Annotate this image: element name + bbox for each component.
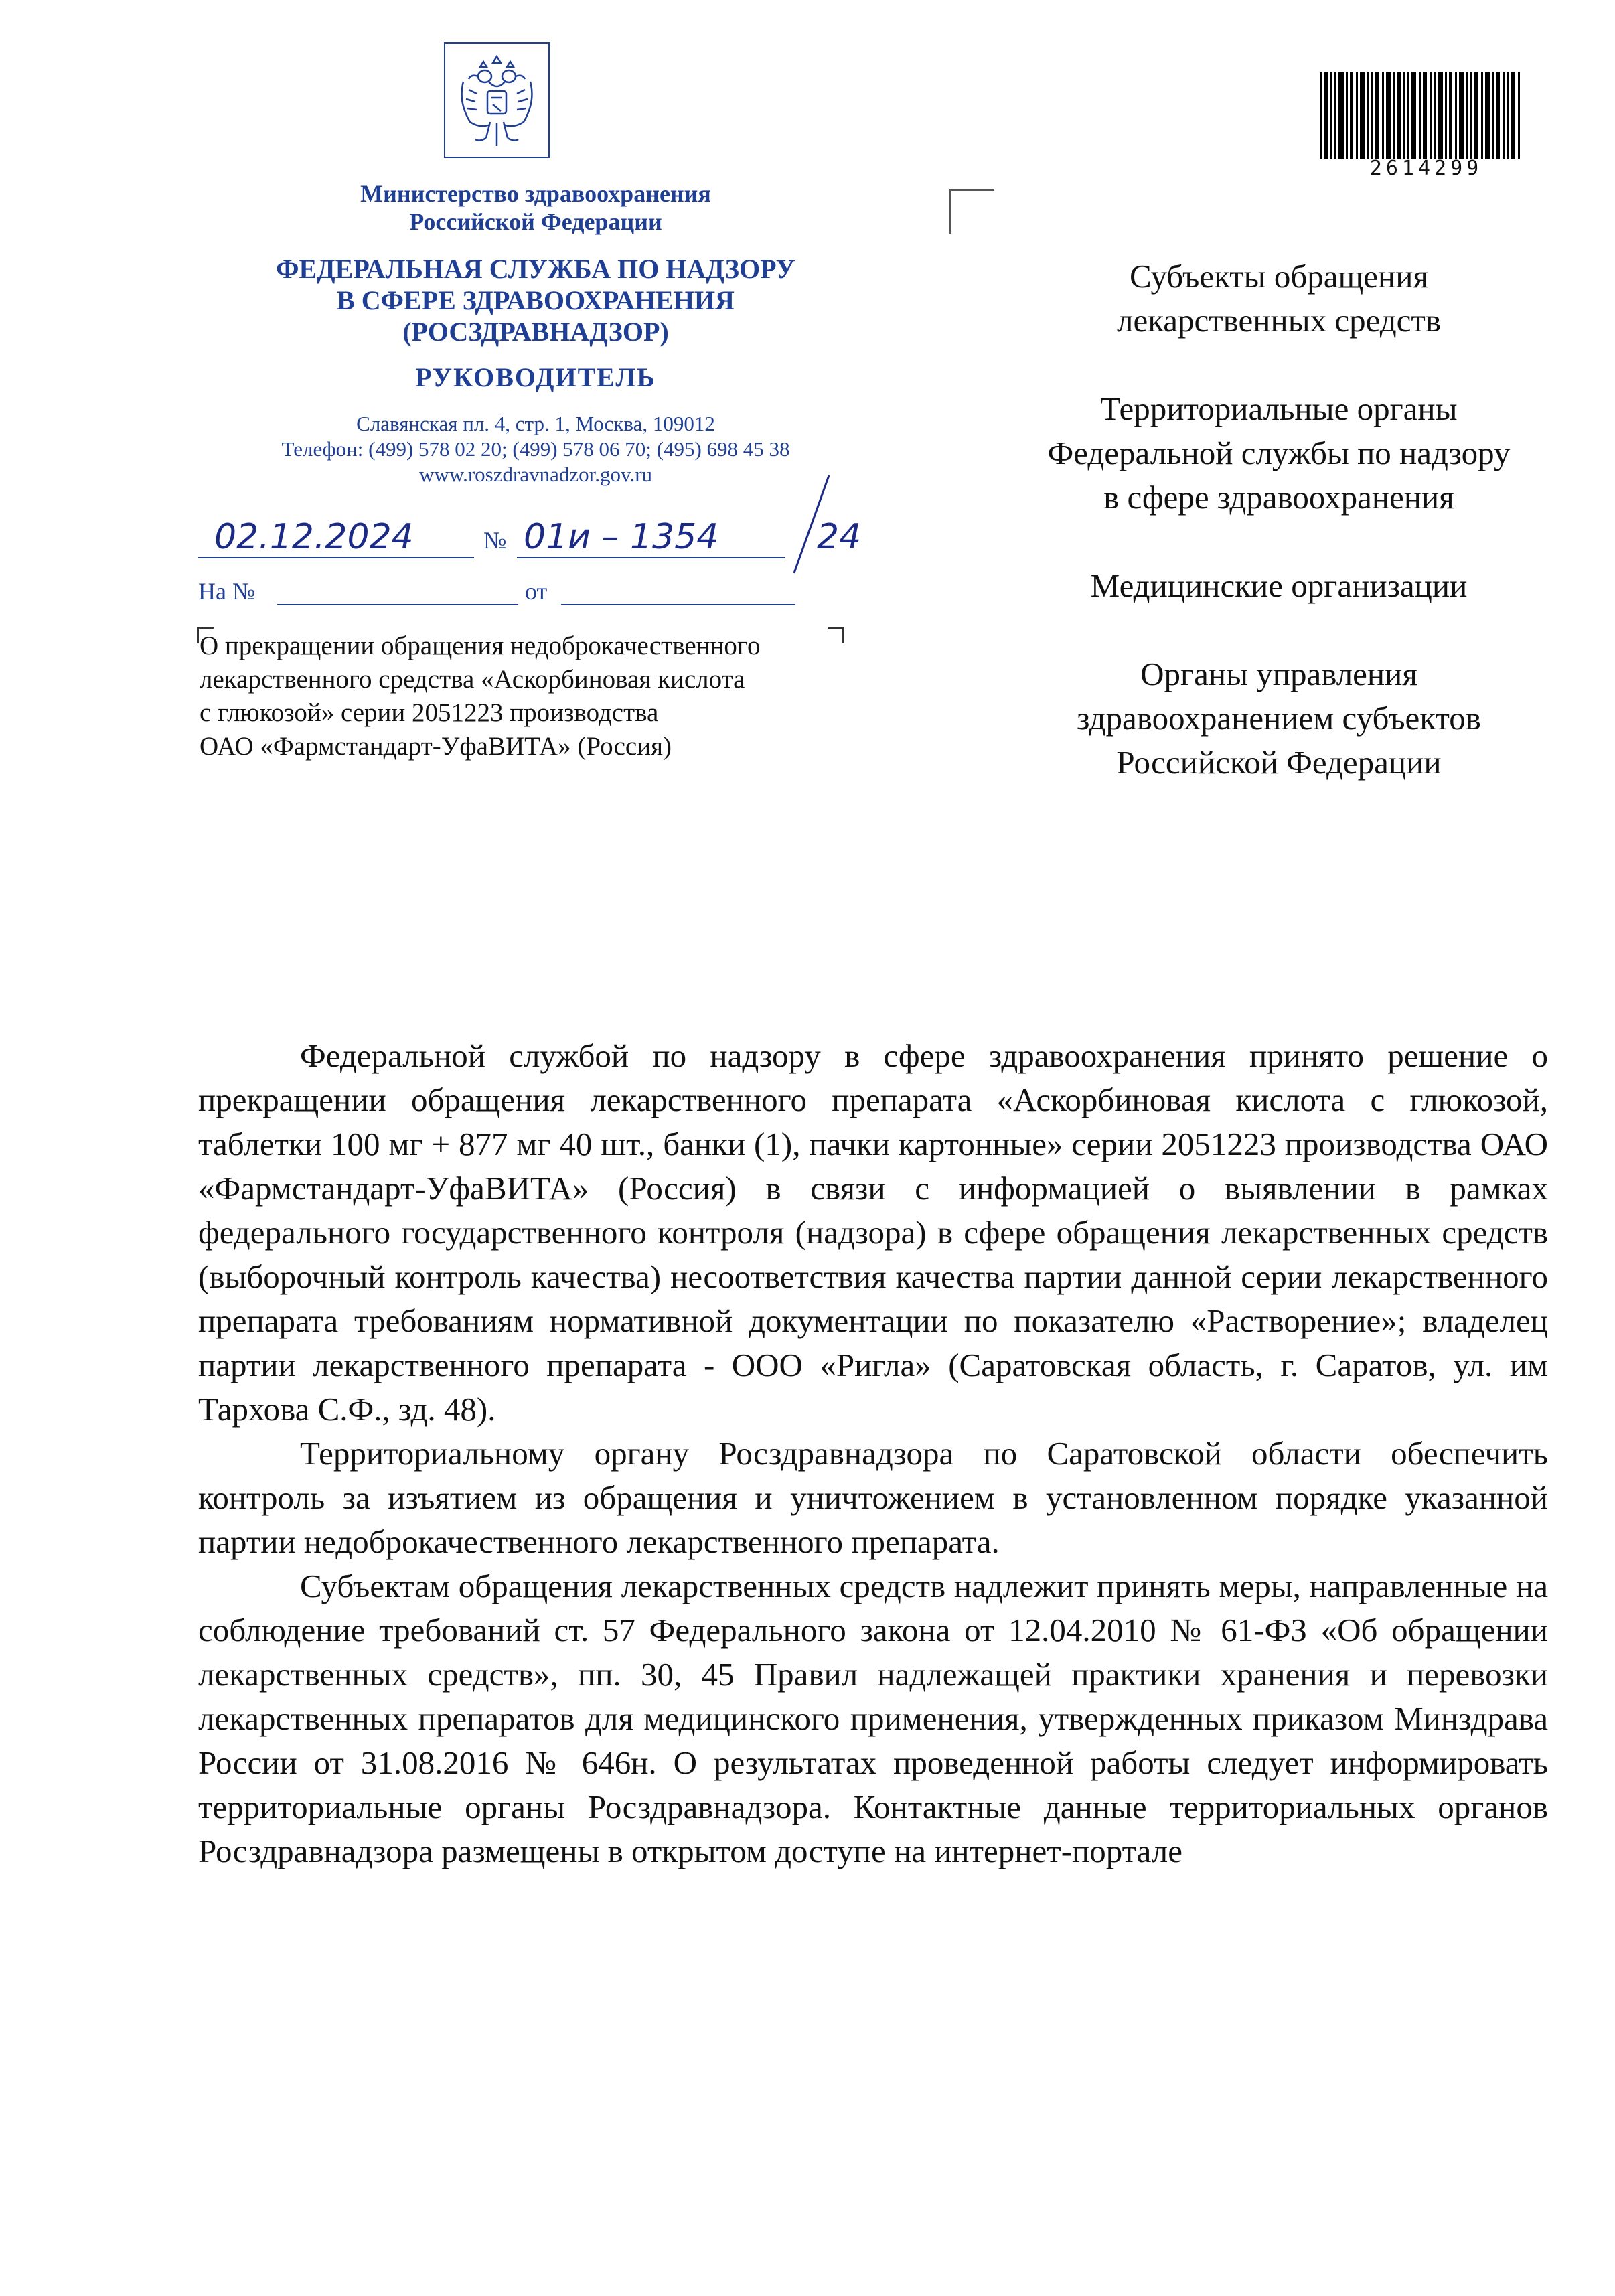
- barcode: [1320, 72, 1521, 159]
- signatory-title: РУКОВОДИТЕЛЬ: [415, 362, 656, 392]
- recipient-line: Медицинские организации: [1090, 567, 1468, 604]
- ministry-line: Министерство здравоохранения: [360, 180, 711, 207]
- reply-number-blank: [277, 604, 518, 605]
- letter-body: [198, 1034, 1548, 1873]
- phone-numbers: Телефон: (499) 578 02 20; (499) 578 06 70; (495) 698 45 38: [281, 437, 790, 461]
- recipient-line: в сфере здравоохранения: [1103, 479, 1454, 516]
- reply-date-blank: [561, 604, 795, 605]
- recipients-block: [978, 254, 1580, 829]
- ministry-name: [201, 179, 870, 236]
- recipient-line: Российской Федерации: [1116, 744, 1442, 781]
- reply-reference-line: [198, 577, 801, 611]
- agency-line: В СФЕРЕ ЗДРАВООХРАНЕНИЯ: [337, 285, 735, 315]
- body-paragraph: Федеральной службой по надзору в сфере здравоохранения принято решение о прекращении обращения лекарственного препарата «Аскорбиновая кислота с глюкозой, таблетки 100 мг + 877 мг 40 шт., банки (1), пачки картонные» серии 2051223 производства ОАО «Фармстандарт-УфаВИТА» (Россия) в связи с информацией о выявлении в рамках федерального государственного контроля (надзора) в сфере обращения лекарственных средств (выборочный контроль качества) несоответствия качества партии данной серии лекарственного препарата требованиям нормативной документации по показателю «Растворение»; владелец партии лекарственного препарата - ООО «Ригла» (Саратовская область, г. Саратов, ул. им Тархова С.Ф., зд. 48).: [198, 1037, 1548, 1428]
- recipient-group: [978, 564, 1580, 608]
- subject-line: лекарственного средства «Аскорбиновая кислота: [200, 665, 745, 694]
- subject-line: ОАО «Фармстандарт-УфаВИТА» (Россия): [200, 732, 672, 761]
- reply-number-label: На №: [198, 578, 256, 605]
- reply-from-label: от: [525, 578, 548, 605]
- agency-line: (РОСЗДРАВНАДЗОР): [402, 317, 669, 347]
- address-window-corner: [949, 189, 994, 234]
- recipient-line: Органы управления: [1140, 656, 1417, 692]
- recipient-line: Субъекты обращения: [1129, 258, 1428, 295]
- handwritten-number: 01и – 1354: [524, 517, 719, 557]
- body-paragraph: Субъектам обращения лекарственных средств надлежит принять меры, направленные на соблюдение требований ст. 57 Федерального закона от 12.04.2010 № 61-ФЗ «Об обращении лекарственных средств», пп. 30, 45 Правил надлежащей практики хранения и перевозки лекарственных препаратов для медицинского применения, утвержденных приказом Минздрава России от 31.08.2016 № 646н. О результатах проведенной работы следует информировать территориальные органы Росздравнадзора. Контактные данные территориальных органов Росздравнадзора размещены в открытом доступе на интернет-портале: [198, 1567, 1548, 1869]
- recipient-group: [978, 254, 1580, 343]
- body-paragraph: Территориальному органу Росздравнадзора по Саратовской области обеспечить контроль за изъятием из обращения и уничтожением в установленном порядке указанной партии недоброкачественного лекарственного препарата.: [198, 1435, 1548, 1560]
- subject-line: с глюкозой» серии 2051223 производства: [200, 698, 659, 727]
- registration-line: [198, 517, 881, 561]
- barcode-number: 2614299: [1369, 157, 1483, 180]
- address: Славянская пл. 4, стр. 1, Москва, 109012: [356, 412, 715, 435]
- agency-name: [167, 253, 904, 348]
- number-underline: [517, 557, 785, 558]
- recipient-group: [978, 387, 1580, 520]
- number-label: №: [483, 527, 507, 554]
- recipient-group: [978, 652, 1580, 785]
- recipient-line: Территориальные органы: [1100, 390, 1458, 427]
- slash-mark: [782, 474, 836, 575]
- recipient-line: лекарственных средств: [1117, 302, 1441, 339]
- date-underline: [198, 557, 474, 558]
- recipient-line: здравоохранением субъектов: [1077, 700, 1481, 737]
- handwritten-date: 02.12.2024: [214, 517, 414, 557]
- letter-subject: [200, 629, 882, 763]
- subject-line: О прекращении обращения недоброкачественного: [200, 631, 761, 660]
- website: www.roszdravnadzor.gov.ru: [418, 463, 653, 486]
- recipient-line: Федеральной службы по надзору: [1047, 435, 1511, 471]
- ministry-line: Российской Федерации: [409, 208, 662, 235]
- handwritten-number-suffix: 24: [817, 517, 862, 557]
- coat-of-arms-emblem: [443, 42, 550, 159]
- agency-line: ФЕДЕРАЛЬНАЯ СЛУЖБА ПО НАДЗОРУ: [276, 254, 795, 284]
